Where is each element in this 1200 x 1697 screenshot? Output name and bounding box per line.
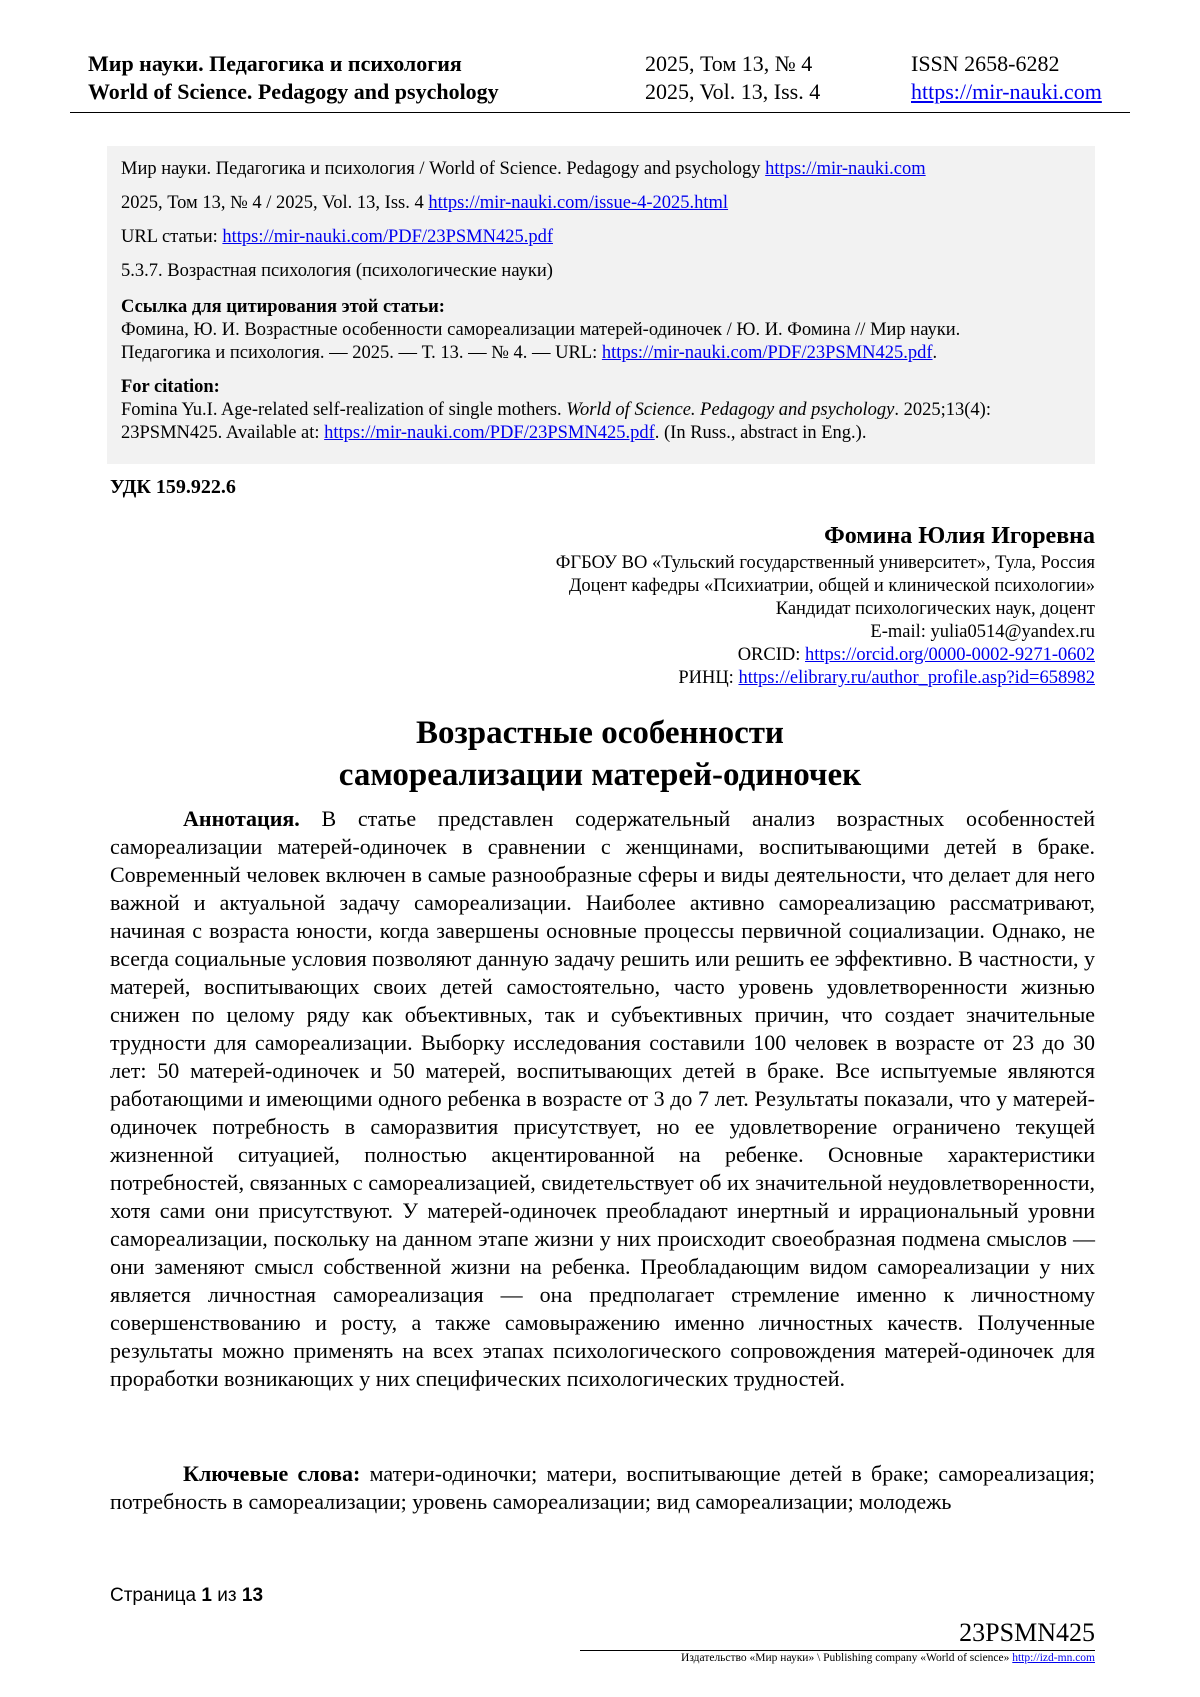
issue-block — [645, 50, 820, 106]
citebox-specialty-line: 5.3.7. Возрастная психология (психологические науки) — [121, 261, 553, 281]
article-pdf-link[interactable]: https://mir-nauki.com/PDF/23PSMN425.pdf — [222, 227, 553, 247]
udk-code: УДК 159.922.6 — [110, 476, 236, 498]
publisher-line: Издательство «Мир науки» \ Publishing company «World of science» http://izd-mn.com — [681, 1652, 1095, 1664]
abstract-label: Аннотация. — [183, 806, 300, 831]
citation-en-heading: For citation: — [121, 377, 220, 397]
keywords-paragraph — [110, 1460, 1095, 1516]
citation-ru-heading: Ссылка для цитирования этой статьи: — [121, 297, 445, 317]
issn-block — [911, 50, 1102, 106]
citation-en-line1: Fomina Yu.I. Age-related self-realization of single mothers. World of Science. Pedagogy and psychology. 2025;13(4): — [121, 400, 991, 420]
author-block — [556, 520, 1095, 690]
article-title-line2: самореализации матерей-одиночек — [338, 757, 862, 793]
issue-ru: 2025, Том 13, № 4 — [645, 51, 813, 76]
page-number: Страница 1 из 13 — [110, 1585, 264, 1606]
keywords — [110, 1460, 1095, 1516]
journal-title-ru: Мир науки. Педагогика и психология — [88, 51, 462, 76]
issue-en: 2025, Vol. 13, Iss. 4 — [645, 79, 821, 104]
keywords-text: матери-одиночки; матери, воспитывающие детей в браке; самореализация; потребность в самореализации; уровень самореализации; вид самореализации; молодежь — [110, 1461, 1096, 1514]
publisher-link[interactable]: http://izd-mn.com — [1012, 1652, 1095, 1664]
citation-box — [107, 146, 1095, 464]
author-orcid: ORCID: https://orcid.org/0000-0002-9271-0602 — [737, 645, 1095, 665]
journal-title-en: World of Science. Pedagogy and psychology — [88, 79, 499, 104]
journal-site-link[interactable]: https://mir-nauki.com — [911, 79, 1102, 104]
citation-ru-line1: Фомина, Ю. И. Возрастные особенности самореализации матерей-одиночек / Ю. И. Фомина // Мир науки. — [121, 320, 961, 340]
author-email: E-mail: yulia0514@yandex.ru — [870, 622, 1095, 642]
citation-en-line2: 23PSMN425. Available at: https://mir-nauki.com/PDF/23PSMN425.pdf. (In Russ., abstract in Eng.). — [121, 423, 867, 443]
article-title — [0, 712, 1200, 796]
author-name: Фомина Юлия Игоревна — [824, 523, 1095, 549]
abstract — [110, 805, 1095, 1393]
issue-url-link[interactable]: https://mir-nauki.com/issue-4-2025.html — [428, 193, 729, 213]
journal-title-block — [88, 50, 499, 106]
citation-en-pdf-link[interactable]: https://mir-nauki.com/PDF/23PSMN425.pdf — [324, 423, 655, 443]
citebox-journal-line: Мир науки. Педагогика и психология / World of Science. Pedagogy and psychology https://mir-nauki.com — [121, 159, 926, 179]
issn: ISSN 2658-6282 — [911, 51, 1060, 76]
footer-divider — [580, 1650, 1095, 1651]
citation-ru-line2: Педагогика и психология. — 2025. — Т. 13. — № 4. — URL: https://mir-nauki.com/PDF/23PSMN425.pdf. — [121, 343, 938, 363]
article-code: 23PSMN425 — [959, 1618, 1095, 1647]
rinc-link[interactable]: https://elibrary.ru/author_profile.asp?id=658982 — [738, 668, 1095, 688]
citation-ru-pdf-link[interactable]: https://mir-nauki.com/PDF/23PSMN425.pdf — [601, 343, 933, 363]
running-header — [70, 50, 1130, 113]
orcid-link[interactable]: https://orcid.org/0000-0002-9271-0602 — [805, 645, 1095, 665]
citebox-url-line: URL статьи: https://mir-nauki.com/PDF/23PSMN425.pdf — [121, 227, 553, 247]
journal-url-link[interactable]: https://mir-nauki.com — [765, 159, 926, 179]
abstract-text: В статье представлен содержательный анализ возрастных особенностей самореализации матерей-одиночек в сравнении с женщинами, воспитывающими детей в браке. Современный человек включен в самые разнообразные сферы и виды деятельности, что делает для него важной и актуальной задачу самореализации. Наиболее активно самореализацию рассматривают, начиная с возраста юности, когда завершены основные процессы первичной социализации. Однако, не всегда социальные условия позволяют данную задачу решить или решить ее эффективно. В частности, у матерей, воспитывающих своих детей самостоятельно, часто уровень удовлетворенности жизнью снижен по целому ряду как объективных, так и субъективных причин, что создает значительные трудности для самореализации. Выборку исследования составили 100 человек в возрасте от 23 до 30 лет: 50 матерей-одиночек и 50 матерей, воспитывающих детей в браке. Все испытуемые являются работающими и имеющими одного ребенка в возрасте от 3 до 7 лет. Результаты показали, что у матерей-одиночек потребность в саморазвития присутствует, но ее удовлетворение ограничено текущей жизненной ситуацией, полностью акцентированной на ребенке. Основные характеристики потребностей, связанных с самореализацией, свидетельствует об их значительной неудовлетворенности, хотя сами они присутствуют. У матерей-одиночек преобладают инертный и иррациональный уровни самореализации, поскольку на данном этапе жизни у них происходит своеобразная подмена смыслов — они заменяют смысл собственной жизни на ребенка. Преобладающим видом самореализации у них является личностная самореализация — она предполагает стремление именно к личностному совершенствованию и росту, а также самовыражению именно личностных качеств. Полученные результаты можно применять на всех этапах психологического сопровождения матерей-одиночек для проработки возникающих у них специфических психологических трудностей. — [110, 806, 1095, 1391]
article-title-line1: Возрастные особенности — [416, 715, 784, 751]
author-degree: Кандидат психологических наук, доцент — [775, 599, 1095, 619]
citebox-issue-line: 2025, Том 13, № 4 / 2025, Vol. 13, Iss. 4 https://mir-nauki.com/issue-4-2025.html — [121, 193, 729, 213]
author-rinc: РИНЦ: https://elibrary.ru/author_profile.asp?id=658982 — [678, 668, 1095, 688]
abstract-paragraph — [110, 805, 1095, 1393]
author-position: Доцент кафедры «Психиатрии, общей и клинической психологии» — [568, 576, 1095, 596]
author-affiliation: ФГБОУ ВО «Тульский государственный университет», Тула, Россия — [555, 553, 1095, 573]
keywords-label: Ключевые слова: — [183, 1461, 361, 1486]
